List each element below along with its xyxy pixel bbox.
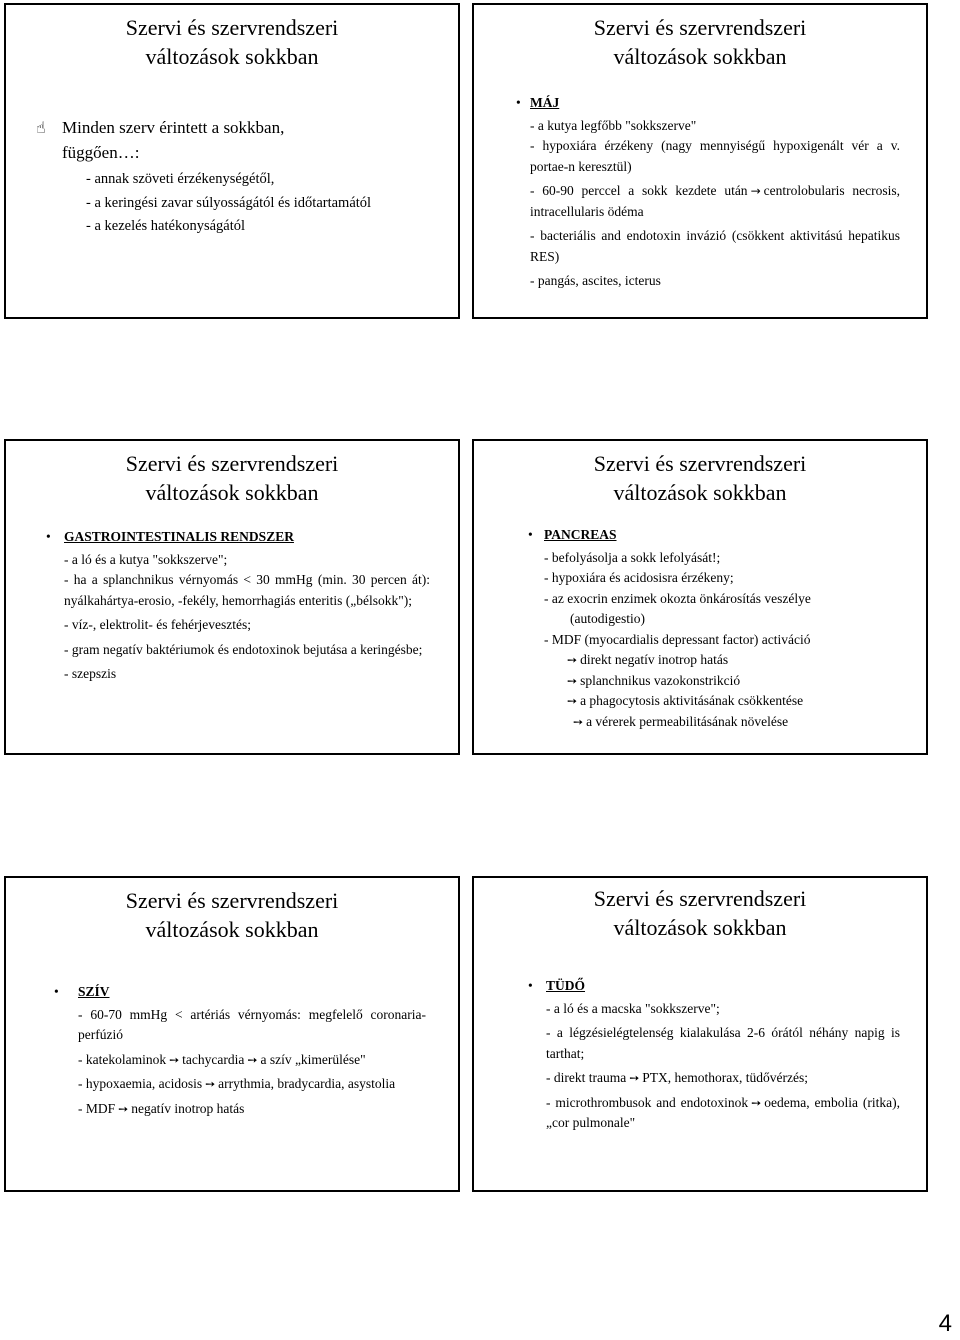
list-item: - hypoxaemia, acidosis ➙ arrythmia, bradycardia, asystolia: [78, 1076, 396, 1091]
slide-6: [472, 876, 928, 1192]
list-item: - a ló és a kutya "sokkszerve";: [64, 551, 228, 567]
slide-3: [4, 439, 460, 755]
arrow-right-icon: ➙: [567, 673, 578, 688]
arrow-right-icon: ➙: [629, 1071, 640, 1085]
slide-1: [4, 3, 460, 319]
arrow-right-icon: ➙: [567, 694, 578, 708]
arrow-right-icon: ➙: [751, 1095, 762, 1110]
bullet-icon: •: [54, 984, 59, 999]
arrow-right-icon: ➙: [247, 1052, 258, 1067]
slide-4: [472, 439, 928, 755]
list-item: - hypoxiára és acidosisra érzékeny;: [544, 570, 734, 585]
list-item: - annak szöveti érzékenységétől,: [86, 171, 275, 187]
bullet-icon: •: [46, 529, 51, 544]
list-item: - hypoxiára érzékeny (nagy mennyiségű hypoxigenált vér a v. portae-n keresztül): [530, 138, 900, 174]
section-heading: [528, 976, 900, 997]
heading-text: SZÍV: [78, 984, 110, 999]
list-item: - szepszis: [64, 666, 117, 681]
list-item: - víz-, elektrolit- és fehérjevesztés;: [64, 617, 252, 632]
arrow-item: ➙ a phagocytosis aktivitásának csökkentése: [544, 691, 906, 712]
slide-2: [472, 3, 928, 319]
section-heading: [528, 525, 906, 546]
pointing-hand-icon: ☝: [36, 118, 46, 137]
list-item: - gram negatív baktériumok és endotoxinok bejutása a keringésbe;: [64, 641, 423, 657]
slide-5: [4, 876, 460, 1192]
slide-body: [36, 115, 428, 239]
slide-title: Szervi és szervrendszeri változások sokkban: [593, 451, 807, 505]
bullet-icon: •: [528, 978, 533, 993]
list-item: - pangás, ascites, icterus: [530, 273, 661, 288]
bullet-icon: •: [528, 527, 533, 542]
arrow-right-icon: ➙: [205, 1077, 216, 1091]
heading-text: PANCREAS: [544, 527, 617, 542]
list-item: - a kutya legfőbb "sokkszerve": [530, 117, 697, 133]
slide-body: [46, 527, 430, 689]
bullet-icon: •: [516, 95, 521, 110]
lead-line: Minden szerv érintett a sokkban,: [62, 118, 285, 137]
arrow-right-icon: →: [750, 184, 761, 198]
arrow-item: ➙ direkt negatív inotrop hatás: [544, 650, 906, 671]
arrow-item: ➙ splanchnikus vazokonstrikció: [544, 671, 906, 692]
lead-paragraph: [36, 115, 428, 165]
section-heading: [54, 982, 426, 1003]
list-item: - a légzésielégtelenség kialakulása 2-6 órától néhány napig is tarthat;: [546, 1025, 900, 1061]
list-item: - MDF ➙ negatív inotrop hatás: [78, 1100, 245, 1116]
slide-body: [54, 982, 426, 1123]
slide-title: Szervi és szervrendszeri változások sokkban: [593, 886, 807, 940]
page-number: 4: [938, 1310, 952, 1337]
arrow-right-icon: ➙: [567, 653, 578, 667]
sub-list: [36, 168, 428, 239]
heading-text: TÜDŐ: [546, 978, 586, 993]
list-item: - a keringési zavar súlyosságától és időtartamától: [86, 194, 372, 211]
list-item: - 60-90 perccel a sokk kezdete után → centrolobularis necrosis, intracellularis ödéma: [530, 183, 900, 219]
list-item: - katekolaminok ➙ tachycardia ➙ a szív „kimerülése": [78, 1051, 366, 1067]
list-item: - 60-70 mmHg < artériás vérnyomás: megfelelő coronaria-perfúzió: [78, 1006, 426, 1042]
section-heading: [516, 93, 900, 114]
slide-title: Szervi és szervrendszeri változások sokkban: [593, 15, 807, 69]
list-item: - ha a splanchnikus vérnyomás < 30 mmHg (min. 30 percen át): nyálkahártya-erosio, -fekély, hemorrhagiás enteritis („bélsokk");: [64, 572, 430, 608]
slide-body: [528, 525, 906, 732]
heading-text: MÁJ: [530, 95, 560, 110]
list-item: - a kezelés hatékonyságától: [86, 218, 246, 234]
list-item: - a ló és a macska "sokkszerve";: [546, 1000, 720, 1016]
list-item: - bacteriális and endotoxin invázió (csökkent aktivitású hepatikus RES): [530, 228, 900, 264]
arrow-right-icon: ➙: [118, 1101, 129, 1116]
slide-title: Szervi és szervrendszeri változások sokkban: [125, 15, 339, 69]
list-item: - az exocrin enzimek okozta önkárosítás veszélye: [544, 590, 811, 606]
arrow-item: ➙ a vérerek permeabilitásának növelése: [544, 712, 906, 733]
list-item: - microthrombusok and endotoxinok ➙ oedema, embolia (ritka), „cor pulmonale": [546, 1094, 900, 1130]
list-item: - MDF (myocardialis depressant factor) activáció: [544, 631, 811, 647]
section-heading: [46, 527, 430, 548]
arrow-right-icon: ➙: [573, 714, 584, 729]
heading-text: GASTROINTESTINALIS RENDSZER: [64, 529, 294, 544]
slide-body: [528, 976, 900, 1138]
list-item: - direkt trauma ➙ PTX, hemothorax, tüdővérzés;: [546, 1070, 808, 1085]
arrow-right-icon: ➙: [169, 1052, 180, 1067]
list-item: (autodigestio): [570, 611, 645, 626]
slide-body: [516, 93, 900, 296]
list-item: - befolyásolja a sokk lefolyását!;: [544, 549, 721, 565]
lead-line: függően…:: [62, 143, 140, 162]
slide-title: Szervi és szervrendszeri változások sokkban: [125, 888, 339, 942]
slide-title: Szervi és szervrendszeri változások sokkban: [125, 451, 339, 505]
